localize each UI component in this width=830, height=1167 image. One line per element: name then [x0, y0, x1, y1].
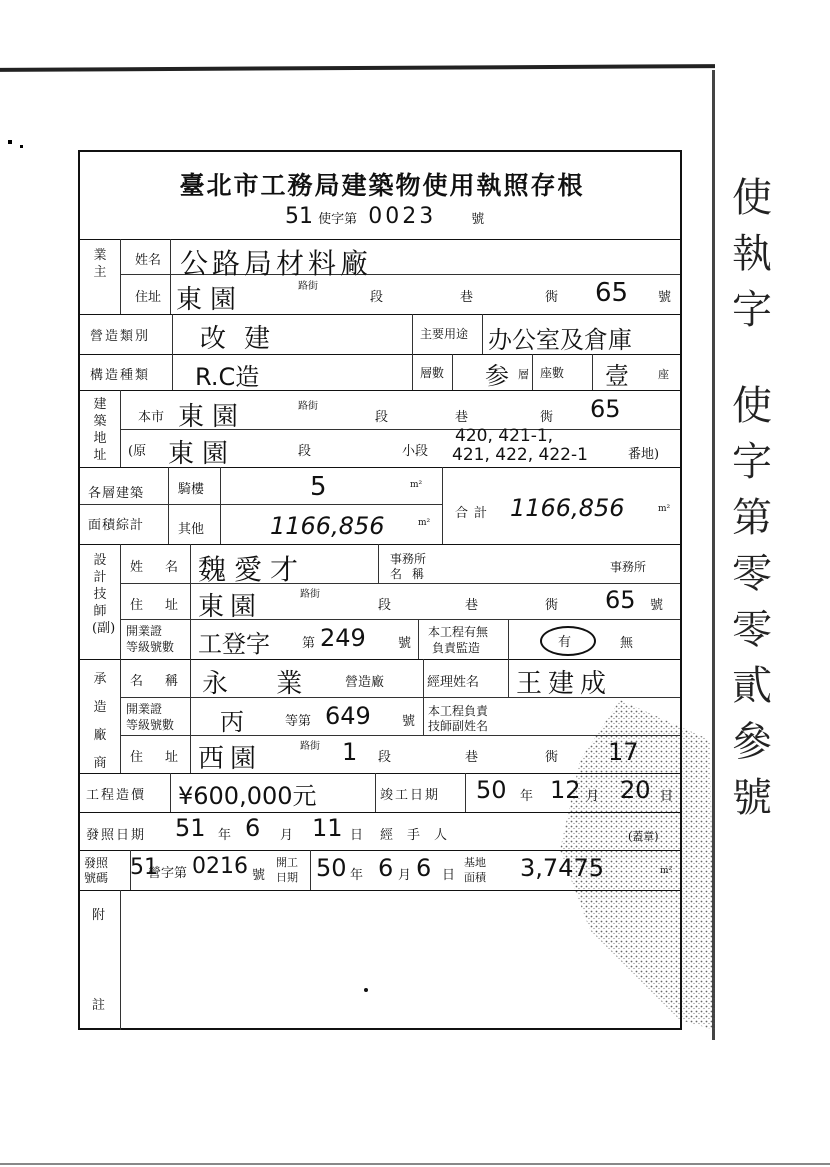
handler-seal: (蓋章): [628, 830, 659, 843]
designer-license-di: 第: [302, 636, 316, 651]
start-label-2: 日期: [276, 871, 298, 884]
arcade-unit: m²: [410, 480, 423, 490]
designer-name-label: 姓名: [130, 560, 201, 575]
site-lots-line1: 420, 421-1,: [455, 426, 554, 446]
completion-ri: 日: [660, 789, 674, 804]
site-xiaoduan-label: 小段: [402, 444, 429, 459]
building-unit: 座: [658, 368, 669, 381]
floors-label: 層數: [420, 366, 445, 380]
owner-name-label: 姓名: [135, 253, 162, 268]
form-title: 臺北市工務局建築物使用執照存根: [179, 171, 585, 200]
completion-nian: 年: [520, 789, 534, 804]
handler-label: 經手人: [380, 828, 462, 843]
floors-value: 参: [485, 362, 509, 390]
scan-speck: [364, 988, 368, 992]
issue-nian: 年: [218, 828, 232, 843]
scan-speck: [8, 140, 12, 144]
contractor-jie-label: 衖: [545, 750, 559, 765]
permit-text: 營字第: [148, 866, 188, 881]
total-label: 合計: [455, 506, 494, 521]
permit-number: 0216: [192, 854, 248, 879]
contractor-license-label-2: 等級號數: [126, 718, 175, 732]
supervise-label-1: 本工程有無: [428, 625, 489, 639]
license-suffix: 號: [471, 212, 485, 227]
start-yue: 月: [398, 868, 412, 883]
license-year: 51: [285, 204, 313, 229]
office-label-1: 事務所: [390, 552, 427, 566]
start-day: 6: [416, 854, 432, 882]
designer-license-no: 249: [320, 624, 366, 652]
owner-address-area: 東園: [176, 285, 245, 315]
contractor-address-area: 西園: [198, 744, 263, 774]
designer-license-text: 工登字: [198, 630, 270, 658]
site-lots-line2: 421, 422, 422-1: [452, 445, 588, 465]
cost-label: 工程造價: [86, 788, 147, 803]
license-mid-label: 使字第: [318, 212, 358, 227]
buildings-value: 壹: [605, 362, 629, 390]
site-xiang-label: 巷: [455, 410, 469, 425]
designer-xiang-label: 巷: [465, 598, 479, 613]
area-label-line2: 面積綜計: [88, 518, 145, 533]
site-duan-label: 段: [375, 410, 389, 425]
completion-month: 12: [550, 776, 581, 804]
designer-duan-label: 段: [378, 598, 392, 613]
license-form: [78, 150, 682, 1030]
use-label: 主要用途: [420, 327, 469, 341]
total-unit: m²: [658, 504, 671, 514]
scan-bottom-line: [0, 1163, 830, 1165]
owner-jie-label: 衖: [545, 290, 559, 305]
base-unit: m²: [660, 866, 673, 876]
site-road-label: 路街: [298, 401, 318, 412]
total-value: 1166,856: [510, 494, 625, 522]
base-label-2: 面積: [464, 871, 486, 884]
designer-address-area: 東園: [198, 592, 263, 622]
site-jie-label: 衖: [540, 410, 554, 425]
contractor-name: 永 業: [202, 669, 323, 699]
owner-hao-label: 號: [658, 290, 672, 305]
completion-year: 50: [476, 776, 507, 804]
start-month: 6: [378, 854, 394, 882]
issue-yue: 月: [280, 828, 294, 843]
other-value: 1166,856: [270, 512, 385, 540]
office-label-2: 名稱: [390, 567, 435, 581]
scan-speck: [20, 145, 23, 148]
arcade-value: 5: [310, 472, 327, 502]
permit-label-1: 發照: [84, 856, 109, 870]
license-number-line: [285, 204, 484, 229]
other-unit: m²: [418, 518, 431, 528]
arcade-label: 騎樓: [178, 482, 205, 497]
structure-value: R.C造: [195, 363, 260, 391]
start-ri: 日: [442, 868, 456, 883]
designer-number: 65: [605, 586, 636, 614]
start-nian: 年: [350, 868, 364, 883]
contractor-tech-label-2: 技師副姓名: [428, 719, 489, 733]
contractor-duan-no: 1: [342, 738, 358, 766]
supervise-you: 有: [558, 635, 572, 650]
supervise-wu: 無: [620, 636, 634, 651]
owner-name: 公路局材料廠: [180, 247, 373, 280]
site-area: 東園: [178, 402, 247, 432]
other-label: 其他: [178, 522, 205, 537]
contractor-grade: 丙: [220, 708, 244, 736]
start-year: 50: [316, 854, 347, 882]
contractor-license-label-1: 開業證: [126, 702, 163, 716]
issue-year: 51: [175, 814, 206, 842]
scan-edge-line: [0, 64, 715, 72]
site-orig-area: 東園: [168, 439, 237, 469]
contractor-road-label: 路街: [300, 741, 320, 752]
owner-section-label: 業主: [93, 248, 107, 280]
contractor-number: 17: [608, 738, 639, 766]
contractor-grade-di: 等第: [285, 714, 312, 729]
contractor-tech-label-1: 本工程負責: [428, 704, 489, 718]
contractor-manager-label: 經理姓名: [427, 675, 480, 690]
license-number: 0023: [368, 204, 437, 229]
use-value: 办公室及倉庫: [488, 326, 632, 354]
site-number: 65: [590, 395, 621, 423]
contractor-license-hao: 號: [402, 714, 416, 729]
designer-road-label: 路街: [300, 589, 320, 600]
permit-year: 51: [130, 855, 158, 880]
base-label-1: 基地: [464, 856, 486, 869]
issue-day: 11: [312, 814, 343, 842]
contractor-address-label: 住址: [130, 750, 201, 765]
issue-month: 6: [245, 814, 261, 842]
area-label-line1: 各層建築: [88, 486, 145, 501]
completion-label: 竣工日期: [380, 788, 441, 803]
owner-duan-label: 段: [370, 290, 384, 305]
owner-address-label: 住址: [135, 290, 162, 305]
contractor-xiang-label: 巷: [465, 750, 479, 765]
start-label-1: 開工: [276, 856, 298, 869]
permit-hao: 號: [252, 868, 266, 883]
category-label: 營造類別: [90, 329, 151, 344]
site-city-label: 本市: [138, 410, 165, 425]
site-lot-label: 番地): [628, 447, 660, 462]
designer-name: 魏愛才: [198, 553, 307, 586]
designer-license-hao: 號: [398, 636, 412, 651]
notes-label-top: 附: [92, 908, 106, 923]
contractor-factory-label: 營造廠: [345, 675, 385, 690]
issue-ri: 日: [350, 828, 364, 843]
owner-xiang-label: 巷: [460, 290, 474, 305]
contractor-manager: 王建成: [516, 669, 613, 699]
designer-license-label-2: 等級號數: [126, 640, 175, 654]
cost-value: ¥600,000元: [178, 782, 317, 810]
designer-license-label-1: 開業證: [126, 624, 163, 638]
notes-label-bottom: 註: [92, 998, 106, 1013]
contractor-section-label: 承造廠商: [93, 672, 107, 771]
site-orig-duan-label: 段: [298, 444, 312, 459]
contractor-duan-label: 段: [378, 750, 392, 765]
supervise-label-2: 負責監造: [432, 641, 481, 655]
designer-jie-label: 衖: [545, 598, 559, 613]
completion-yue: 月: [586, 789, 600, 804]
floor-unit: 層: [518, 368, 529, 381]
site-orig-label: (原: [128, 444, 147, 459]
designer-address-label: 住址: [130, 598, 201, 613]
owner-road-label: 路街: [298, 281, 318, 292]
contractor-name-label: 名稱: [130, 674, 201, 689]
structure-label: 構造種類: [90, 368, 151, 383]
completion-day: 20: [620, 776, 651, 804]
site-section-label: 建築地址: [93, 397, 107, 463]
owner-number: 65: [595, 278, 629, 308]
base-area: 3,7475: [520, 854, 604, 882]
category-value: 改建: [200, 324, 289, 354]
designer-section-label: 設計技師(副): [92, 553, 116, 636]
contractor-license-no: 649: [325, 702, 371, 730]
issue-label: 發照日期: [86, 828, 147, 843]
permit-label-2: 號碼: [84, 871, 109, 885]
designer-hao-label: 號: [650, 598, 664, 613]
margin-stamp-text: 使 執 字 使 字 第 零 零 貳 參 號: [732, 175, 772, 821]
office-suffix: 事務所: [610, 560, 647, 574]
buildings-label: 座數: [540, 366, 565, 380]
